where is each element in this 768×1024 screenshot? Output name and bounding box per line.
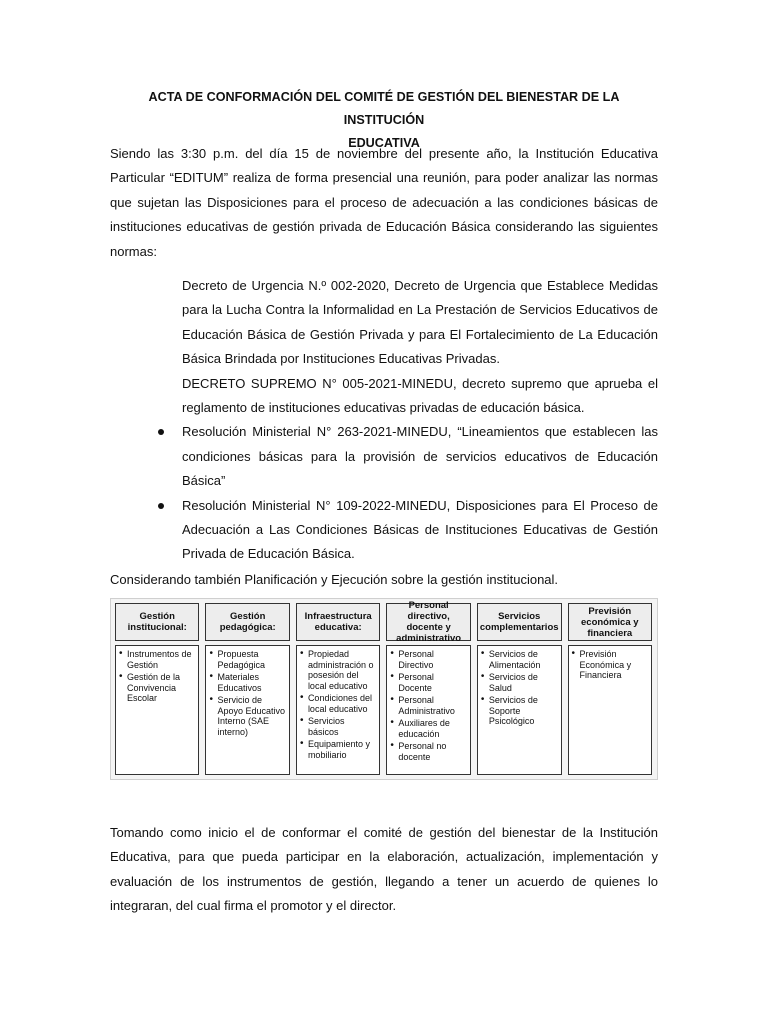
diagram-item: • Propuesta Pedagógica [209, 649, 285, 670]
title-line-2: EDUCATIVA [348, 136, 420, 150]
diagram-body [386, 645, 470, 775]
closing-line: Tomando como inicio el de conformar el comité de gestión del bienestar de la Institución [110, 825, 658, 840]
diagram-body [568, 645, 652, 775]
diagram-column [386, 600, 470, 775]
closing-line: integraran, del cual firma el promotor y el director. [110, 898, 397, 914]
diagram-body [115, 645, 199, 775]
diagram-body [477, 645, 562, 775]
diagram-item: • Personal Administrativo [390, 695, 466, 716]
diagram-header: Personal directivo, docente y administrativo [386, 603, 470, 641]
management-diagram [110, 598, 658, 780]
intro-line: Particular “EDITUM” realiza de forma presencial una reunión, para poder analizar las normas [110, 170, 658, 186]
diagram-item: • Servicios básicos [300, 716, 376, 737]
diagram-item: • Auxiliares de educación [390, 718, 466, 739]
norm-line: Educación Básica de Gestión Privada y para El Fortalecimiento de La Educación [182, 326, 658, 342]
diagram-item: • Propiedad administración o posesión del local educativo [300, 649, 376, 691]
norm-line: DECRETO SUPREMO N° 005-2021-MINEDU, decreto supremo que aprueba el [182, 375, 658, 391]
norm-line: Resolución Ministerial N° 263-2021-MINEDU, “Lineamientos que establecen las [182, 424, 658, 440]
norm-item [110, 494, 658, 567]
diagram-column [296, 603, 380, 775]
norm-line: reglamento de instituciones educativas privadas de educación básica. [182, 400, 585, 416]
intro-line: instituciones educativas de gestión privada de Educación Básica considerando las siguientes [110, 219, 658, 235]
norms-list [110, 274, 658, 567]
intro-line: que sujetan las Disposiciones para el proceso de adecuación a las condiciones básicas de [110, 194, 658, 210]
considering-text: Considerando también Planificación y Ejecución sobre la gestión institucional. [110, 572, 559, 587]
diagram-column [568, 603, 652, 775]
diagram-item: • Gestión de la Convivencia Escolar [119, 672, 195, 704]
diagram-item: • Condiciones del local educativo [300, 693, 376, 714]
diagram-column [205, 603, 289, 775]
diagram-item: • Personal Docente [390, 672, 466, 693]
diagram-header: Infraestructura educativa: [296, 603, 380, 641]
diagram-header: Servicios complementarios [477, 603, 562, 641]
diagram-item: • Servicios de Alimentación [481, 649, 558, 670]
norm-line: Básica” [182, 473, 226, 489]
intro-line: Siendo las 3:30 p.m. del día 15 de noviembre del presente año, la Institución Educativa [110, 146, 658, 161]
norm-line: para la Lucha Contra la Informalidad en La Prestación de Servicios Educativos de [182, 302, 658, 318]
diagram-body [296, 645, 380, 775]
norm-item [110, 274, 658, 372]
diagram-column [115, 603, 199, 775]
diagram-item: • Servicio de Apoyo Educativo Interno (SAE interno) [209, 695, 285, 737]
diagram-item: • Equipamiento y mobiliario [300, 739, 376, 760]
diagram-body [205, 645, 289, 775]
diagram-column [477, 603, 562, 775]
norm-line: Resolución Ministerial N° 109-2022-MINEDU, Disposiciones para El Proceso de [182, 497, 658, 513]
diagram-header: Previsión económica y financiera [568, 603, 652, 641]
diagram-item: • Personal Directivo [390, 649, 466, 670]
intro-line: normas: [110, 243, 157, 259]
bullet-icon [158, 429, 164, 435]
diagram-item: • Personal no docente [390, 741, 466, 762]
diagram-header: Gestión pedagógica: [205, 603, 289, 641]
norm-line: Básica Brindada por Instituciones Educativas Privadas. [182, 351, 500, 367]
diagram-item: • Materiales Educativos [209, 672, 285, 693]
norm-item [110, 420, 658, 493]
norm-line: condiciones básicas para la provisión de servicios educativos de Educación [182, 448, 658, 464]
norm-item [110, 372, 658, 421]
closing-line: Educativa, para que pueda participar en la elaboración, actualización, implementación y [110, 849, 658, 865]
intro-paragraph [110, 142, 658, 264]
title-line-1: ACTA DE CONFORMACIÓN DEL COMITÉ DE GESTIÓN DEL BIENESTAR DE LA INSTITUCIÓN [148, 90, 620, 127]
closing-line: evaluación de los instrumentos de gestión, llegando a tener un acuerdo de quienes lo [110, 873, 658, 889]
norm-line: Privada de Educación Básica. [182, 546, 355, 562]
diagram-item: • Servicios de Salud [481, 672, 558, 693]
diagram-item: • Instrumentos de Gestión [119, 649, 195, 670]
norm-line: Decreto de Urgencia N.º 002-2020, Decreto de Urgencia que Establece Medidas [182, 278, 658, 293]
diagram-header: Gestión institucional: [115, 603, 199, 641]
diagram-item: • Servicios de Soporte Psicológico [481, 695, 558, 727]
bullet-icon [158, 503, 164, 509]
diagram-item: • Previsión Económica y Financiera [572, 649, 648, 681]
closing-paragraph [110, 821, 658, 919]
norm-line: Adecuación a Las Condiciones Básicas de Instituciones Educativas de Gestión [182, 522, 658, 538]
